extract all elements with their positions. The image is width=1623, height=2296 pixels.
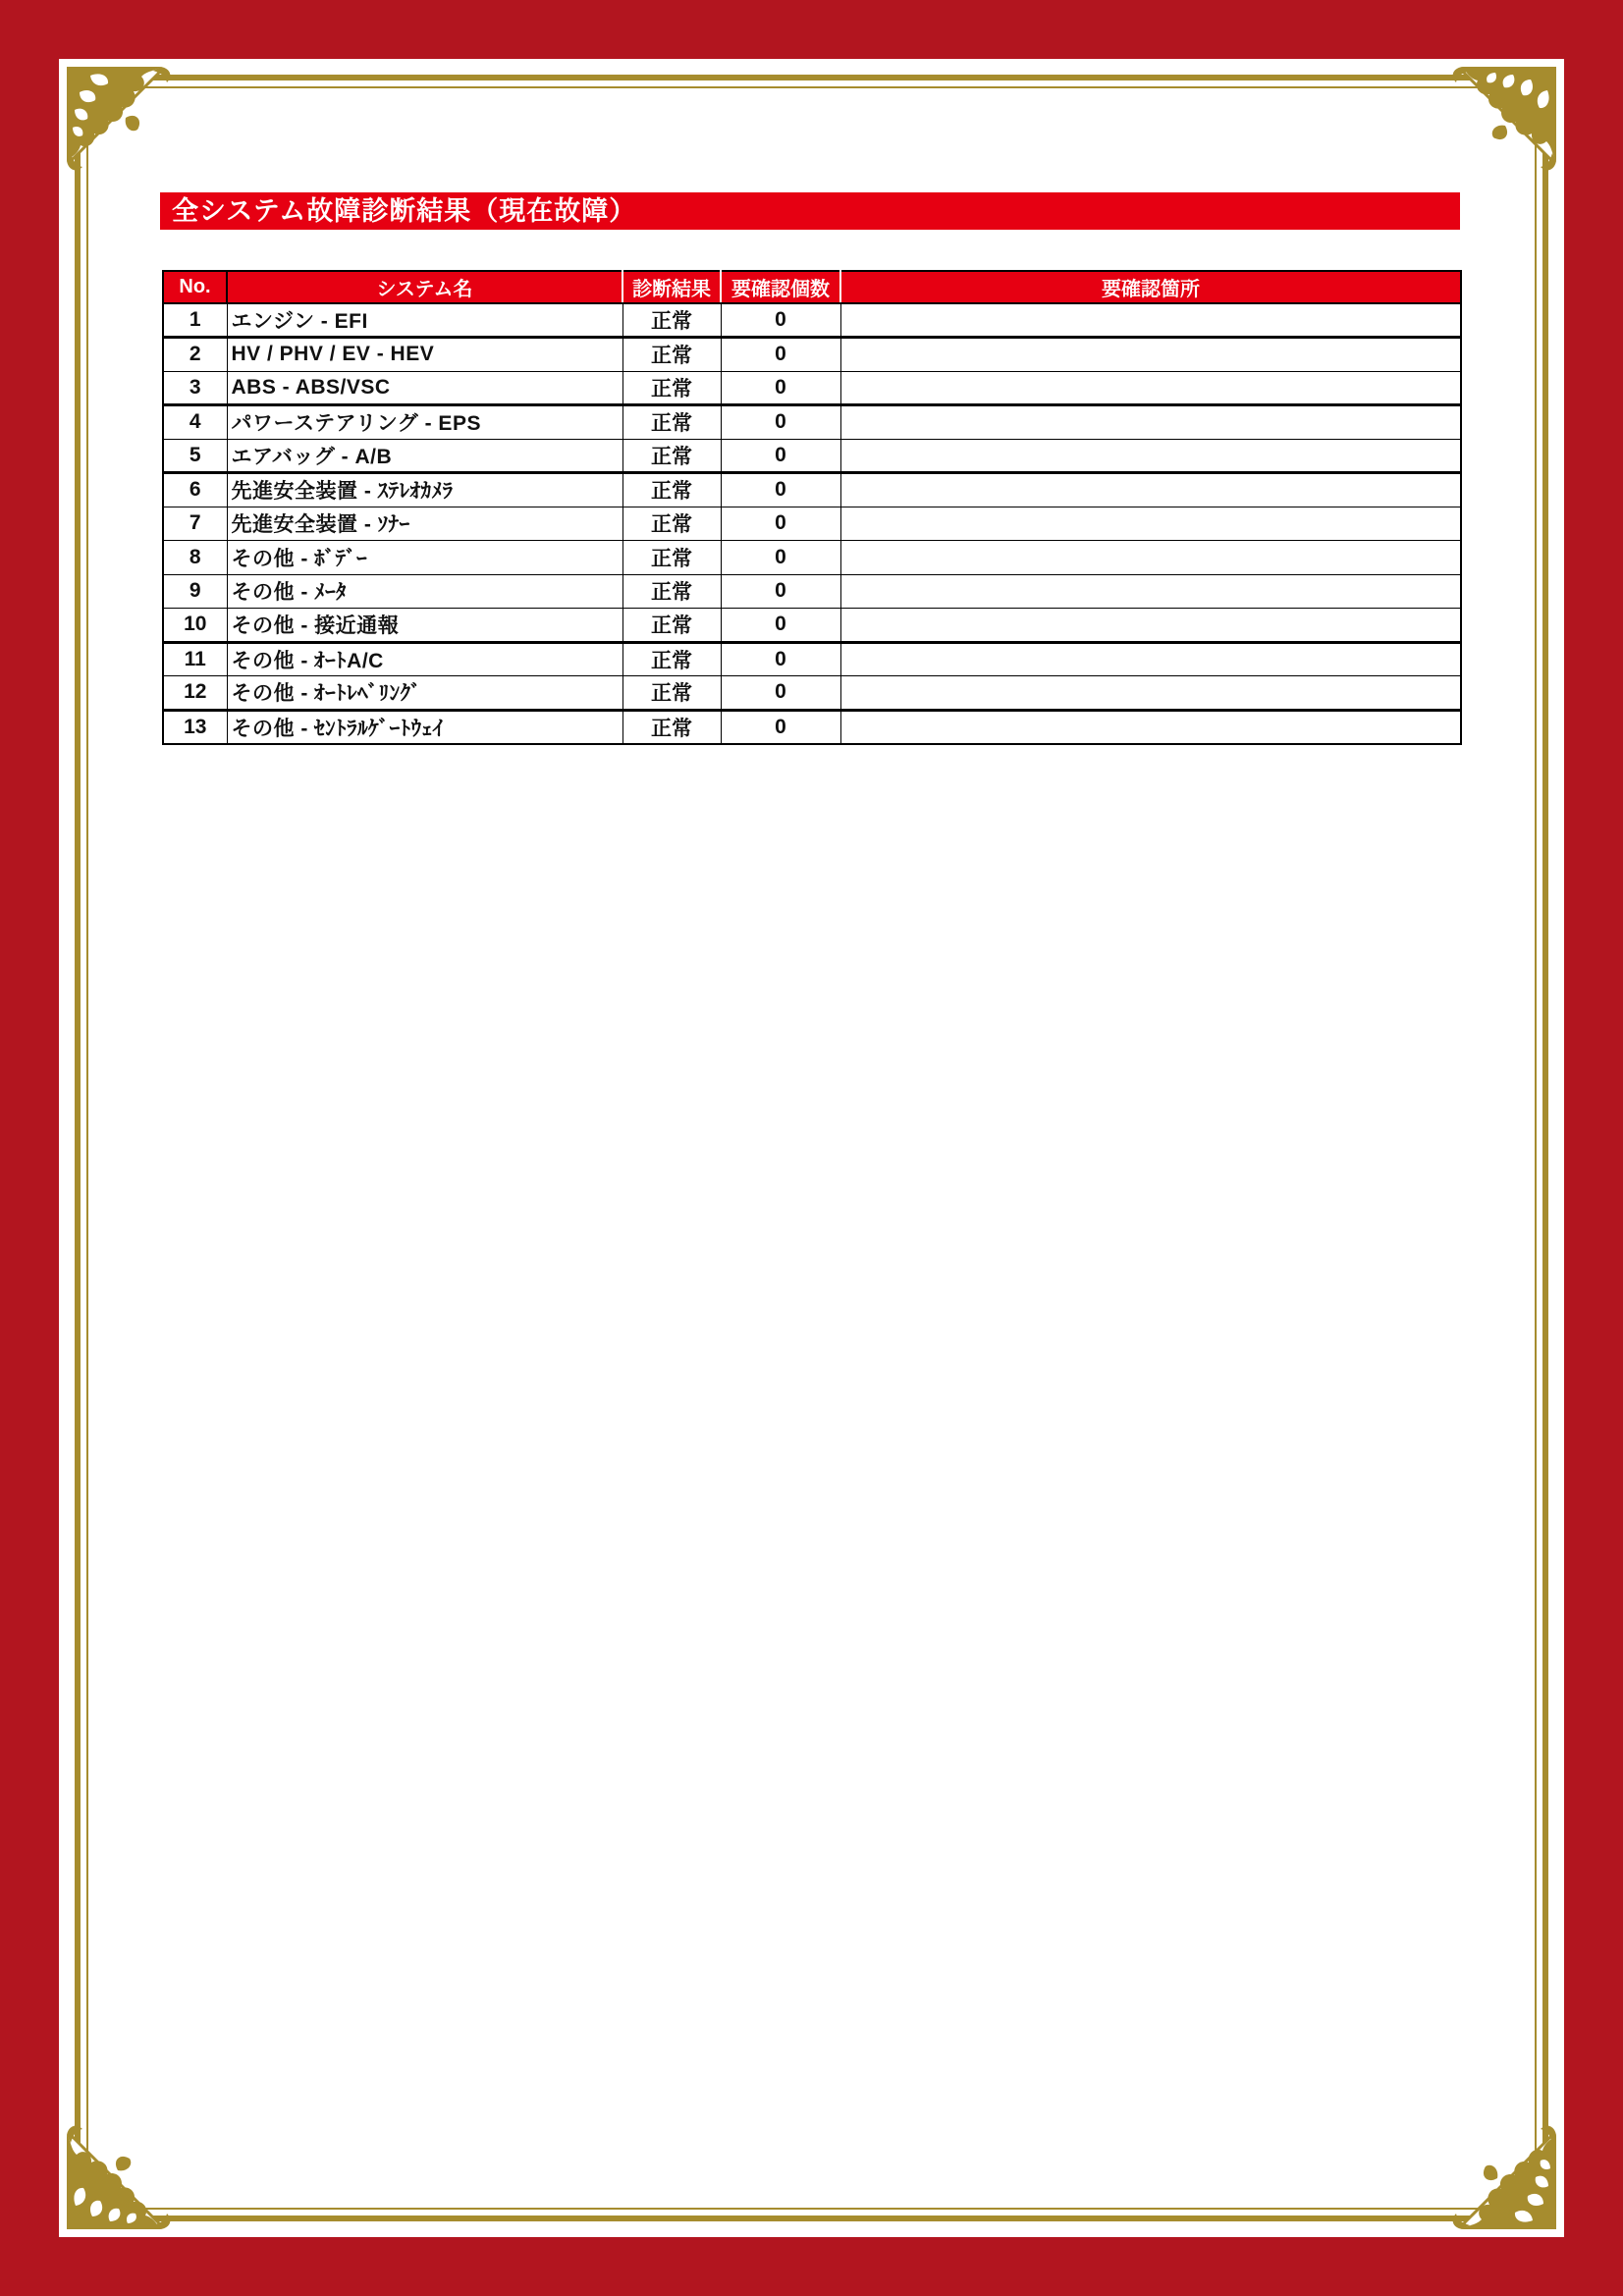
system-name: パワーステアリング - EPS xyxy=(227,405,622,440)
table-header-row xyxy=(163,271,1461,303)
check-location xyxy=(840,609,1461,643)
check-count: 0 xyxy=(721,405,840,440)
check-location xyxy=(840,676,1461,711)
system-name: その他 - ｾﾝﾄﾗﾙｹﾞｰﾄｳｪｲ xyxy=(227,710,622,744)
check-count: 0 xyxy=(721,371,840,405)
diagnosis-result: 正常 xyxy=(622,473,721,507)
header-no: No. xyxy=(163,271,227,303)
diagnosis-result: 正常 xyxy=(622,710,721,744)
check-location xyxy=(840,642,1461,676)
row-number: 3 xyxy=(163,371,227,405)
table-row xyxy=(163,473,1461,507)
row-number: 1 xyxy=(163,303,227,338)
section-title: 全システム故障診断結果（現在故障） xyxy=(172,196,637,226)
header-diagnosis-result: 診断結果 xyxy=(622,271,721,303)
diagnostic-table-body xyxy=(163,303,1461,744)
diagnosis-result: 正常 xyxy=(622,405,721,440)
system-name: ABS - ABS/VSC xyxy=(227,371,622,405)
diagnosis-result: 正常 xyxy=(622,507,721,541)
check-count: 0 xyxy=(721,541,840,575)
header-check-count: 要確認個数 xyxy=(721,271,840,303)
diagnosis-result: 正常 xyxy=(622,439,721,473)
check-count: 0 xyxy=(721,609,840,643)
row-number: 9 xyxy=(163,574,227,609)
system-name: その他 - ｵｰﾄﾚﾍﾞﾘﾝｸﾞ xyxy=(227,676,622,711)
table-row xyxy=(163,710,1461,744)
table-row xyxy=(163,303,1461,338)
check-location xyxy=(840,303,1461,338)
check-location xyxy=(840,405,1461,440)
row-number: 8 xyxy=(163,541,227,575)
header-system-name: システム名 xyxy=(227,271,622,303)
diagnosis-result: 正常 xyxy=(622,303,721,338)
diagnosis-result: 正常 xyxy=(622,642,721,676)
diagnosis-result: 正常 xyxy=(622,609,721,643)
table-row xyxy=(163,574,1461,609)
row-number: 10 xyxy=(163,609,227,643)
table-row xyxy=(163,609,1461,643)
table-row xyxy=(163,405,1461,440)
system-name: その他 - ﾒｰﾀ xyxy=(227,574,622,609)
check-location xyxy=(840,574,1461,609)
section-title-bar xyxy=(160,192,1460,230)
check-count: 0 xyxy=(721,710,840,744)
check-count: 0 xyxy=(721,338,840,372)
table-row xyxy=(163,541,1461,575)
row-number: 4 xyxy=(163,405,227,440)
table-row xyxy=(163,676,1461,711)
table-row xyxy=(163,507,1461,541)
system-name: エアバッグ - A/B xyxy=(227,439,622,473)
system-name: その他 - 接近通報 xyxy=(227,609,622,643)
table-row xyxy=(163,371,1461,405)
check-count: 0 xyxy=(721,676,840,711)
row-number: 12 xyxy=(163,676,227,711)
check-count: 0 xyxy=(721,642,840,676)
diagnosis-result: 正常 xyxy=(622,338,721,372)
check-count: 0 xyxy=(721,574,840,609)
system-name: その他 - ｵｰﾄA/C xyxy=(227,642,622,676)
check-location xyxy=(840,338,1461,372)
table-row xyxy=(163,642,1461,676)
check-count: 0 xyxy=(721,439,840,473)
check-location xyxy=(840,371,1461,405)
diagnosis-result: 正常 xyxy=(622,676,721,711)
diagnostic-results-table xyxy=(162,270,1462,745)
check-location xyxy=(840,541,1461,575)
system-name: 先進安全装置 - ｽﾃﾚｵｶﾒﾗ xyxy=(227,473,622,507)
system-name: エンジン - EFI xyxy=(227,303,622,338)
check-location xyxy=(840,439,1461,473)
header-check-location: 要確認箇所 xyxy=(840,271,1461,303)
table-row xyxy=(163,338,1461,372)
check-count: 0 xyxy=(721,303,840,338)
system-name: その他 - ﾎﾞﾃﾞｰ xyxy=(227,541,622,575)
system-name: HV / PHV / EV - HEV xyxy=(227,338,622,372)
check-count: 0 xyxy=(721,507,840,541)
check-location xyxy=(840,710,1461,744)
row-number: 7 xyxy=(163,507,227,541)
row-number: 5 xyxy=(163,439,227,473)
diagnosis-result: 正常 xyxy=(622,574,721,609)
diagnosis-result: 正常 xyxy=(622,541,721,575)
row-number: 11 xyxy=(163,642,227,676)
check-count: 0 xyxy=(721,473,840,507)
row-number: 2 xyxy=(163,338,227,372)
diagnosis-result: 正常 xyxy=(622,371,721,405)
check-location xyxy=(840,507,1461,541)
row-number: 13 xyxy=(163,710,227,744)
system-name: 先進安全装置 - ｿﾅｰ xyxy=(227,507,622,541)
check-location xyxy=(840,473,1461,507)
table-row xyxy=(163,439,1461,473)
row-number: 6 xyxy=(163,473,227,507)
